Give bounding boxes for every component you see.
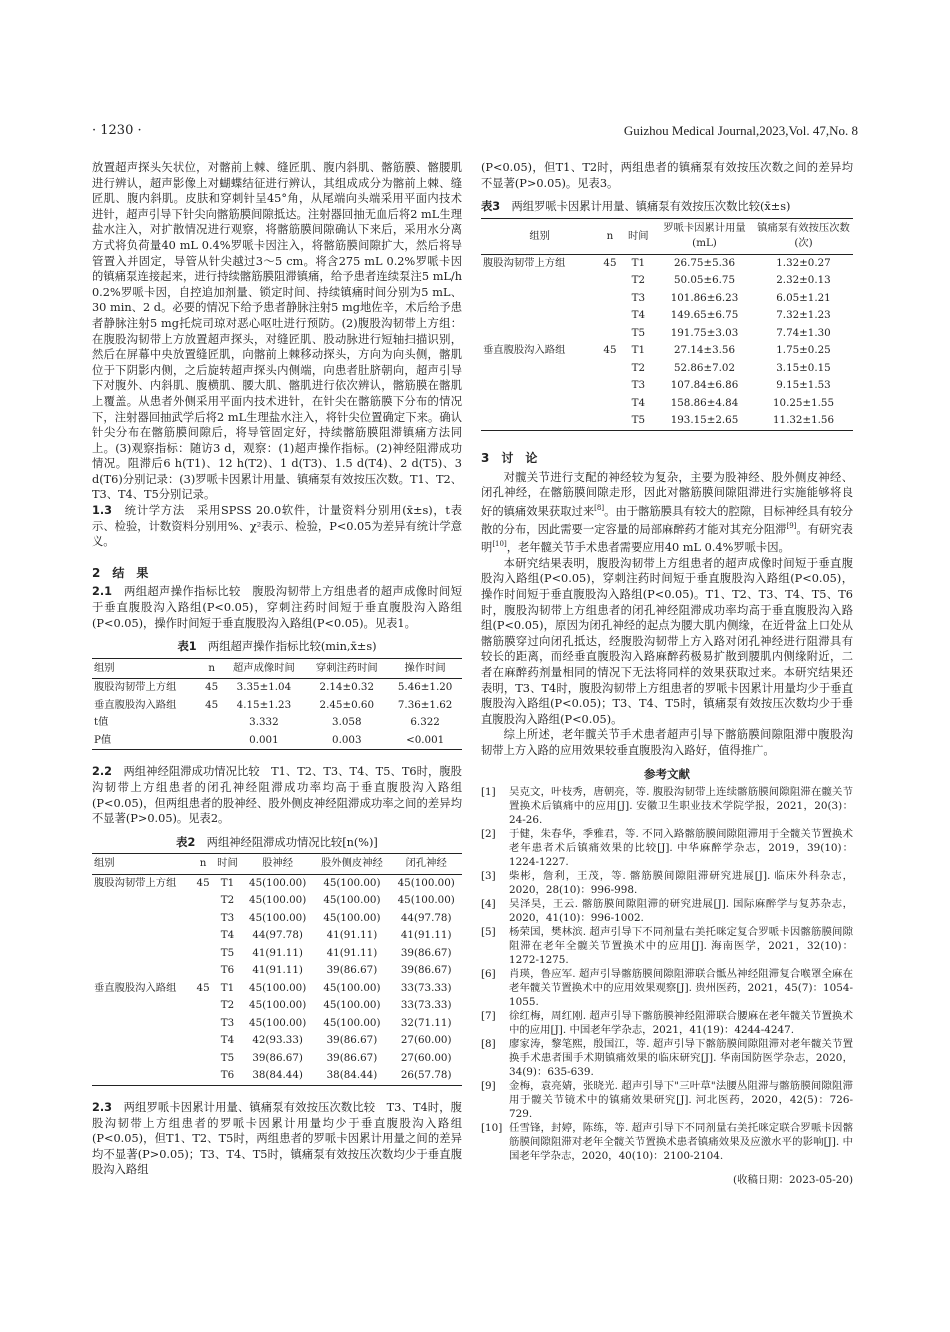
discussion-text: 。有研究表明 [481,522,853,555]
table3-cell [481,360,598,378]
table2-row [92,927,462,945]
table3-cell [598,307,621,325]
table2-cell: T6 [213,1067,242,1085]
section-2-heading: 2 结 果 [92,565,149,580]
table3-header: 镇痛泵有效按压次数(次) [754,218,853,254]
reference-text: 徐红梅，周红刚. 超声引导下髂筋膜神经阻滞联合腰麻在老年髋关节置换术中的应用[J]. 中国老年学杂志，2021，41(19)：4244-4247. [509,1010,853,1037]
table2-row [92,874,462,892]
journal-header: Guizhou Medical Journal,2023,Vol. 47,No. 8 [623,123,858,138]
table2-cell: 45(100.00) [249,894,307,907]
table3-cell: 7.32±1.23 [776,309,831,322]
table2-cell: 45(100.00) [323,1016,381,1029]
table3-cell: 3.15±0.15 [776,361,831,374]
table2 [92,853,462,1086]
reference-text: 廖家涛，黎笔熙，殷国江，等. 超声引导下髂筋膜间隙阻滞对老年髋关节置换手术患者围手术期镇痛效果的临床研究[J]. 华南国防医学杂志，2020，34(9)：635-639. [509,1038,853,1079]
table3-cell: T2 [631,274,645,287]
table2-cell: 39(86.67) [326,1051,378,1064]
table2-cell: 45(100.00) [323,999,381,1012]
table2-cell: 42(93.33) [252,1034,303,1047]
table2-cell [92,1015,193,1033]
table2-header-row [92,854,462,875]
table2-cell: 44(97.78) [400,911,452,924]
table1-row [92,732,462,750]
table2-row [92,1032,462,1050]
table1-label: 表1 [177,640,197,654]
table1-cell: 7.36±1.62 [397,698,453,711]
reference-text: 杨荣国，樊林滨. 超声引导下不同剂量右美托咪定复合罗哌卡因髂筋膜间隙阻滞在老年全髋关节置换术中的应用[J]. 海南医学，2021，32(10)：1272-1275. [509,926,853,967]
table1-cell: <0.001 [388,732,462,750]
table2-cell: T5 [220,1051,235,1064]
table3-header: n [598,218,621,254]
table3-cell: 7.74±1.30 [776,326,831,339]
table2-cell [92,1032,193,1050]
table2-row [92,892,462,910]
table1-cell [201,714,223,732]
table2-header: 股神经 [242,854,314,875]
table2-cell: 45(100.00) [249,1016,307,1029]
table1-cell: 腹股沟韧带上方组 [94,681,177,694]
table2-cell [92,910,193,928]
table3-cell: T2 [631,361,645,374]
stats-text: 统计学方法 采用SPSS 20.0软件，计量资料分别用(x̄±s)，t表示、检验，计数资料分别用%、χ²表示、检验，P<0.05为差异有统计学意义。 [92,504,462,549]
citation: [9] [786,522,797,531]
table2-cell [193,927,213,945]
table3-header: 罗哌卡因累计用量(mL) [655,218,754,254]
section-1-3-heading: 1.3 [92,504,113,518]
table2-cell: 45(100.00) [249,981,307,994]
table3-title: 两组罗哌卡因累计用量、镇痛泵有效按压次数比较(x̄±s) [511,200,791,214]
table3-cell: 193.15±2.65 [655,412,754,430]
table3-cell [481,290,598,308]
page-number: · 1230 · [92,123,142,138]
table1-cell: 45 [205,681,219,694]
table2-cell: 41(91.11) [252,964,303,977]
table3-cell [481,412,598,430]
table2-cell [92,1067,193,1085]
reference-item [481,869,853,897]
table1-caption [92,639,462,655]
result-2-1-text: 两组超声操作指标比较 腹股沟韧带上方组患者的超声成像时间短于垂直腹股沟入路组(P<0.05)，穿刺注药时间短于垂直腹股沟入路组(P<0.05)，操作时间短于垂直腹股沟入路组(P<0.05)。见表1。 [92,585,462,630]
table2-cell: 44(97.78) [252,929,303,942]
table3-cell: T4 [631,309,645,322]
result-2-3-text: 两组罗哌卡因累计用量、镇痛泵有效按压次数比较 T3、T4时，腹股沟韧带上方组患者的罗哌卡因累计用量均少于垂直腹股沟入路组(P<0.05)，但T1、T2、T5时，两组患者的罗哌卡因累计用量之间的差异均不显著(P>0.05)；T3、T4、T5时，镇痛泵有效按压次数均少于垂直腹股沟入路组 [92,1100,462,1177]
table3-cell [481,325,598,343]
table2-row [92,945,462,963]
table1-cell: 4.15±1.23 [236,698,292,711]
references-list [481,785,853,1163]
table1-cell: 3.35±1.04 [236,681,292,694]
table3-cell: 腹股沟韧带上方组 [483,256,566,269]
reference-text: 柴彬，詹利，王茂，等. 髂筋膜间隙阻滞研究进展[J]. 临床外科杂志，2020，28(10)：996-998. [509,870,853,897]
reference-number: [1] [481,786,496,799]
table2-cell [92,945,193,963]
table3-cell: 101.86±6.23 [670,291,739,304]
table3-label: 表3 [481,200,501,214]
table2-cell: 45(100.00) [323,876,381,889]
table2-cell [92,892,193,910]
table2-cell: 39(86.67) [326,964,378,977]
table1-header: 组别 [92,658,201,679]
table3-cell: T4 [631,396,645,409]
table3-cell: 2.32±0.13 [776,274,831,287]
table3-cell: 1.75±0.25 [776,344,831,357]
table1-header: n [201,658,223,679]
table1-cell: 3.058 [332,716,362,729]
table2-header: 组别 [92,854,193,875]
result-2-2-text: 两组神经阻滞成功情况比较 T1、T2、T3、T4、T5、T6时，腹股沟韧带上方组患者的闭孔神经阻滞成功率均高于垂直腹股沟入路组(P<0.05)，但两组患者的股神经、股外侧皮神经阻滞成功率之间的差异均不显著(P>0.05)。见表2。 [92,765,462,826]
table2-cell: 41(91.11) [326,946,378,959]
discussion-text: 。由于髂筋膜具有较大的腔隙，目标神经具有较分散的分布，因此需要一定容量的局部麻醉药才能对其充分阻滞 [481,504,853,536]
table3-cell: 1.32±0.27 [776,256,831,269]
table2-cell: 32(71.11) [400,1016,452,1029]
table2-cell: T3 [220,911,235,924]
result-2-3-continued: (P<0.05)，但T1、T2时，两组患者的镇痛泵有效按压次数之间的差异均不显著(P>0.05)。见表3。 [481,161,853,190]
table3-cell [598,272,621,290]
right-column [481,160,853,1189]
table2-cell: 45(100.00) [323,981,381,994]
table2-cell [193,910,213,928]
table3-cell: 158.86±4.84 [670,396,739,409]
table2-row [92,1015,462,1033]
table2-cell: 腹股沟韧带上方组 [94,876,177,889]
reference-text: 于健，朱春华，季雅君，等. 不同入路髂筋膜间隙阻滞用于全髋关节置换术老年患者术后镇痛效果的比较[J]. 中华麻醉学杂志，2019，39(10)：1224-1227. [509,828,853,869]
discussion-paragraph-1 [481,470,853,556]
table3-cell: 26.75±5.36 [673,256,736,269]
table2-cell [193,945,213,963]
table3-cell: 10.25±1.55 [772,396,835,409]
table2-row [92,910,462,928]
table2-cell: 45(100.00) [397,894,455,907]
table1-row [92,679,462,697]
table1-cell: 2.45±0.60 [319,698,375,711]
left-column [92,160,462,1178]
table2-cell [193,1015,213,1033]
reference-item [481,827,853,869]
table2-row [92,980,462,998]
table1-header: 超声成像时间 [222,658,305,679]
table3-row [481,272,853,290]
table3-row [481,342,853,360]
table3-cell [481,377,598,395]
table2-row [92,1050,462,1068]
reference-text: 吴克文，叶枝秀，唐朝亮，等. 腹股沟韧带上连续髂筋膜间隙阻滞在髋关节置换术后镇痛中的应用[J]. 安徽卫生职业技术学院学报，2021，20(3)：24-26. [509,786,853,827]
table3-row [481,395,853,413]
table3-cell: 50.05±6.75 [673,274,736,287]
reference-item [481,1009,853,1037]
reference-number: [2] [481,828,496,841]
table2-cell [193,1032,213,1050]
reference-item [481,897,853,925]
table2-cell: 33(73.33) [400,981,452,994]
table2-cell [92,962,193,980]
table1-cell: 0.003 [305,732,388,750]
table3 [481,218,853,431]
table3-header: 组别 [481,218,598,254]
citation: [10] [492,540,507,549]
table1-cell: 6.322 [410,716,440,729]
table1-cell: 0.001 [222,732,305,750]
table2-cell: 38(84.44) [313,1067,390,1085]
table2-cell: 27(60.00) [400,1034,452,1047]
table3-row [481,307,853,325]
table2-cell: 27(60.00) [400,1051,452,1064]
table3-cell: 45 [603,256,617,269]
table3-cell [598,395,621,413]
table2-label: 表2 [176,835,196,849]
reference-item [481,1079,853,1121]
table1-header: 操作时间 [388,658,462,679]
table1-cell: P值 [92,732,201,750]
table2-cell: T2 [220,999,235,1012]
table2-cell: 45(100.00) [323,911,381,924]
table3-cell [598,290,621,308]
table3-cell: 9.15±1.53 [776,379,831,392]
section-2-2-heading: 2.2 [92,765,113,779]
table3-cell [481,395,598,413]
table2-cell: 45(100.00) [249,876,307,889]
table3-cell [598,412,621,430]
table3-cell [598,360,621,378]
reference-item [481,967,853,1009]
table3-cell: 107.84±6.86 [670,379,739,392]
reference-text: 吴泽昊，王云. 髂筋膜间隙阻滞的研究进展[J]. 国际麻醉学与复苏杂志，2020，41(10)：996-1002. [509,898,853,925]
reference-item [481,1037,853,1079]
table2-cell: 41(91.11) [326,929,378,942]
table2-cell: 45(100.00) [323,894,381,907]
table3-cell: 45 [603,344,617,357]
reference-number: [9] [481,1080,496,1093]
table2-cell [92,927,193,945]
table2-cell: 39(86.67) [326,1034,378,1047]
table3-cell [481,307,598,325]
table2-cell [193,892,213,910]
table2-header: 闭孔神经 [390,854,462,875]
table2-header: n [193,854,213,875]
reference-number: [5] [481,926,496,939]
table2-cell: T3 [220,1016,235,1029]
table3-row [481,412,853,430]
citation: [8] [594,503,605,512]
method-paragraph: 放置超声探头矢状位，对髂前上棘、缝匠肌、腹内斜肌、髂筋膜、髂腰肌进行辨认，超声影像上对蝴蝶结征进行辨认，其组成成分为髂前上棘、缝匠肌、腹内斜肌。皮肤和穿刺针呈45°角，从尾端向头端采用平面内技术进针，超声引导下针尖向髂筋膜间隙抵达。注射器回抽无血后将2 mL生理盐水注入，对扩散情况进行观察，将髂筋膜间隙确认下来后，采用水分离方式将负荷量40 mL 0.4%罗哌卡因注入，将髂筋膜间隙扩大，然后将导管置入并固定，导管从针尖越过3～5 cm。将含275 mL 0.2%罗哌卡因的镇痛泵连接起来，进行持续髂筋膜阻滞镇痛，给予患者连续泵注5 mL/h 0.2%罗哌卡因，自控追加剂量、锁定时间、持续镇痛时间分别为5 mL、30 min、2 d。必要的情况下给予患者静脉注射5 mg地佐辛，术后给予患者静脉注射5 mg托烷司琼对恶心呕吐进行预防。(2)腹股沟韧带上方组：在腹股沟韧带上方放置超声探头，对缝匠肌、股动脉进行短轴扫描识别，然后在屏幕中央放置缝匠肌，向髂前上棘移动探头，方向为向头侧，髂肌位于下阴影内侧，之后旋转超声探头内侧端，向患者肚脐朝向，超声引导下对腹外、内斜肌、腹横肌、腰大肌、髂肌进行依次辨认，髂筋膜在髂肌上覆盖。从患者外侧采用平面内技术进针，在针尖在髂筋膜下分布的情况下，注射器回抽武学后将2 mL生理盐水注入，将针尖位置确定下来。确认针尖分布在髂筋膜间隙后，将导管固定好，持续髂筋膜阻滞镇痛方法同上。(3)观察指标：随访3 d，观察：(1)超声操作指标。(2)神经阻滞成功情况。阻滞后6 h(T1)、12 h(T2)、1 d(T3)、1.5 d(T4)、2 d(T5)、3 d(T6)分别记录：(3)罗哌卡因累计用量、镇痛泵有效按压次数。T1、T2、T3、T4、T5分别记录。 [92,161,462,502]
section-2-1-heading: 2.1 [92,585,113,599]
table2-cell: 41(91.11) [400,929,452,942]
table2-cell [193,1050,213,1068]
table2-cell: T2 [220,894,235,907]
table1-title: 两组超声操作指标比较(min,x̄±s) [207,640,377,654]
table2-cell [193,997,213,1015]
table2-cell [92,1050,193,1068]
discussion-paragraph-3: 综上所述，老年髋关节手术患者超声引导下髂筋膜间隙阻滞中腹股沟韧带上方入路的应用效果较垂直腹股沟入路好，值得推广。 [481,728,853,757]
table3-cell: 27.14±3.56 [673,344,736,357]
table1-cell: 45 [205,698,219,711]
table3-cell: T1 [631,344,645,357]
reference-item [481,785,853,827]
discussion-text: ，老年髋关节手术患者需要应用40 mL 0.4%罗哌卡因。 [506,541,790,555]
table2-cell: 45(100.00) [249,999,307,1012]
table2-cell [193,962,213,980]
table2-cell: 39(86.67) [400,964,452,977]
table1-cell: 2.14±0.32 [319,681,375,694]
references-title: 参考文献 [644,766,690,781]
table3-cell: T3 [631,291,645,304]
table3-row [481,325,853,343]
table2-cell: 45 [196,981,210,994]
table3-cell: 149.65±6.75 [670,309,739,322]
table2-cell [92,997,193,1015]
reference-item [481,925,853,967]
reference-text: 金梅，袁亮婧，张晓光. 超声引导下"三叶草"法腰丛阻滞与髂筋膜间隙阻滞用于髋关节镜术中的镇痛效果研究[J]. 河北医药，2020，42(5)：726-729. [509,1080,853,1121]
reference-number: [6] [481,968,496,981]
table3-cell: T5 [631,326,645,339]
table1-cell: 垂直腹股沟入路组 [94,698,177,711]
table2-cell: 45(100.00) [249,911,307,924]
table1-row [92,697,462,715]
table2-caption [92,835,462,851]
reference-number: [10] [481,1122,503,1135]
reference-text: 任雪锋，封婷，陈练，等. 超声引导下不同剂量右美托咪定联合罗哌卡因髂筋膜间隙阻滞对老年全髋关节置换术患者镇痛效果及应激水平的影响[J]. 中国老年学杂志，2020，40(10)：2100-2104. [509,1122,853,1163]
table2-cell: 45 [196,876,210,889]
reference-number: [8] [481,1038,496,1051]
table3-cell: 52.86±7.02 [673,361,736,374]
table3-cell: T1 [631,256,645,269]
table1-header-row [92,658,462,679]
table1-header: 穿刺注药时间 [305,658,388,679]
reference-text: 肖瑛，鲁应军. 超声引导髂筋膜间隙阻滞联合骶丛神经阻滞复合喉罩全麻在老年髋关节置换术中的应用效果观察[J]. 贵州医药，2021，45(7)：1054-1055. [509,968,853,1009]
table1-cell: 3.332 [249,716,279,729]
table3-header-row [481,218,853,254]
section-3-heading: 3 讨 论 [481,450,538,465]
table2-title: 两组神经阻滞成功情况比较[n(%)] [206,835,378,849]
table3-row [481,377,853,395]
section-2-3-heading: 2.3 [92,1100,113,1114]
table3-row [481,254,853,272]
table2-header: 时间 [213,854,242,875]
reference-number: [3] [481,870,496,883]
table1-cell [201,732,223,750]
table1-cell: t值 [94,716,109,729]
table2-cell: T6 [220,964,235,977]
discussion-text: 对髋关节进行支配的神经较为复杂，主要为股神经、股外侧皮神经、闭孔神经，在髂筋膜间隙走形，因此对髂筋膜间隙阻滞进行实施能够将良好的镇痛效果获取过来 [481,470,853,518]
table1-cell: 5.46±1.20 [397,681,453,694]
table3-header: 时间 [622,218,655,254]
table2-cell: T5 [220,946,235,959]
table2-cell: 26(57.78) [390,1067,462,1085]
table3-caption [481,199,853,215]
table2-cell [193,1067,213,1085]
table3-cell: T3 [631,379,645,392]
table2-cell: 45(100.00) [397,876,455,889]
table1-row [92,714,462,732]
table2-row [92,997,462,1015]
table2-cell: T4 [220,1034,235,1047]
table2-cell: 39(86.67) [252,1051,303,1064]
table2-cell: 41(91.11) [252,946,303,959]
table1 [92,658,462,751]
table3-cell: T5 [622,412,655,430]
reference-number: [7] [481,1010,496,1023]
table2-cell: 垂直腹股沟入路组 [94,981,177,994]
discussion-paragraph-2: 本研究结果表明，腹股沟韧带上方组患者的超声成像时间短于垂直腹股沟入路组(P<0.05)，穿刺注药时间短于垂直腹股沟入路组(P<0.05)，操作时间短于垂直腹股沟入路组(P<0.05)。T1、T2、T3、T4、T5、T6时，腹股沟韧带上方组患者的闭孔神经阻滞成功率均高于垂直腹股沟入路组(P<0.05)，原因为闭孔神经的起点为腰大肌内侧缘，在近骨盆上口处从髂筋膜穿过向闭孔抵达，经腹股沟韧带上方入路对闭孔神经进行阻滞具有较长的距离，而经垂直腹股沟入路麻醉药极易扩散到腰肌内侧缘附近，二者在麻醉药剂量相同的情况下无法将同样的效果获取过来。本研究结果还表明，T3、T4时，腹股沟韧带上方组患者的罗哌卡因累计用量均少于垂直腹股沟入路组(P<0.05)；T3、T4、T5时，镇痛泵有效按压次数均少于垂直腹股沟入路组(P<0.05)。 [481,556,853,726]
table2-cell: T4 [220,929,235,942]
table3-cell: 6.05±1.21 [776,291,831,304]
table3-row [481,360,853,378]
table2-cell: 38(84.44) [242,1067,314,1085]
table2-cell: 33(73.33) [400,999,452,1012]
table2-cell: T1 [220,981,235,994]
table2-header: 股外侧皮神经 [313,854,390,875]
table3-cell: 191.75±3.03 [670,326,739,339]
table2-row [92,962,462,980]
table3-row [481,290,853,308]
table3-cell: 11.32±1.56 [754,412,853,430]
reference-item [481,1121,853,1163]
table3-cell [598,377,621,395]
table2-row [92,1067,462,1085]
table2-cell: T1 [220,876,235,889]
table3-cell: 垂直腹股沟入路组 [483,344,566,357]
table3-cell [598,325,621,343]
reference-number: [4] [481,898,496,911]
received-date: (收稿日期：2023-05-20) [733,1174,853,1187]
table2-cell: 39(86.67) [400,946,452,959]
table3-cell [481,272,598,290]
